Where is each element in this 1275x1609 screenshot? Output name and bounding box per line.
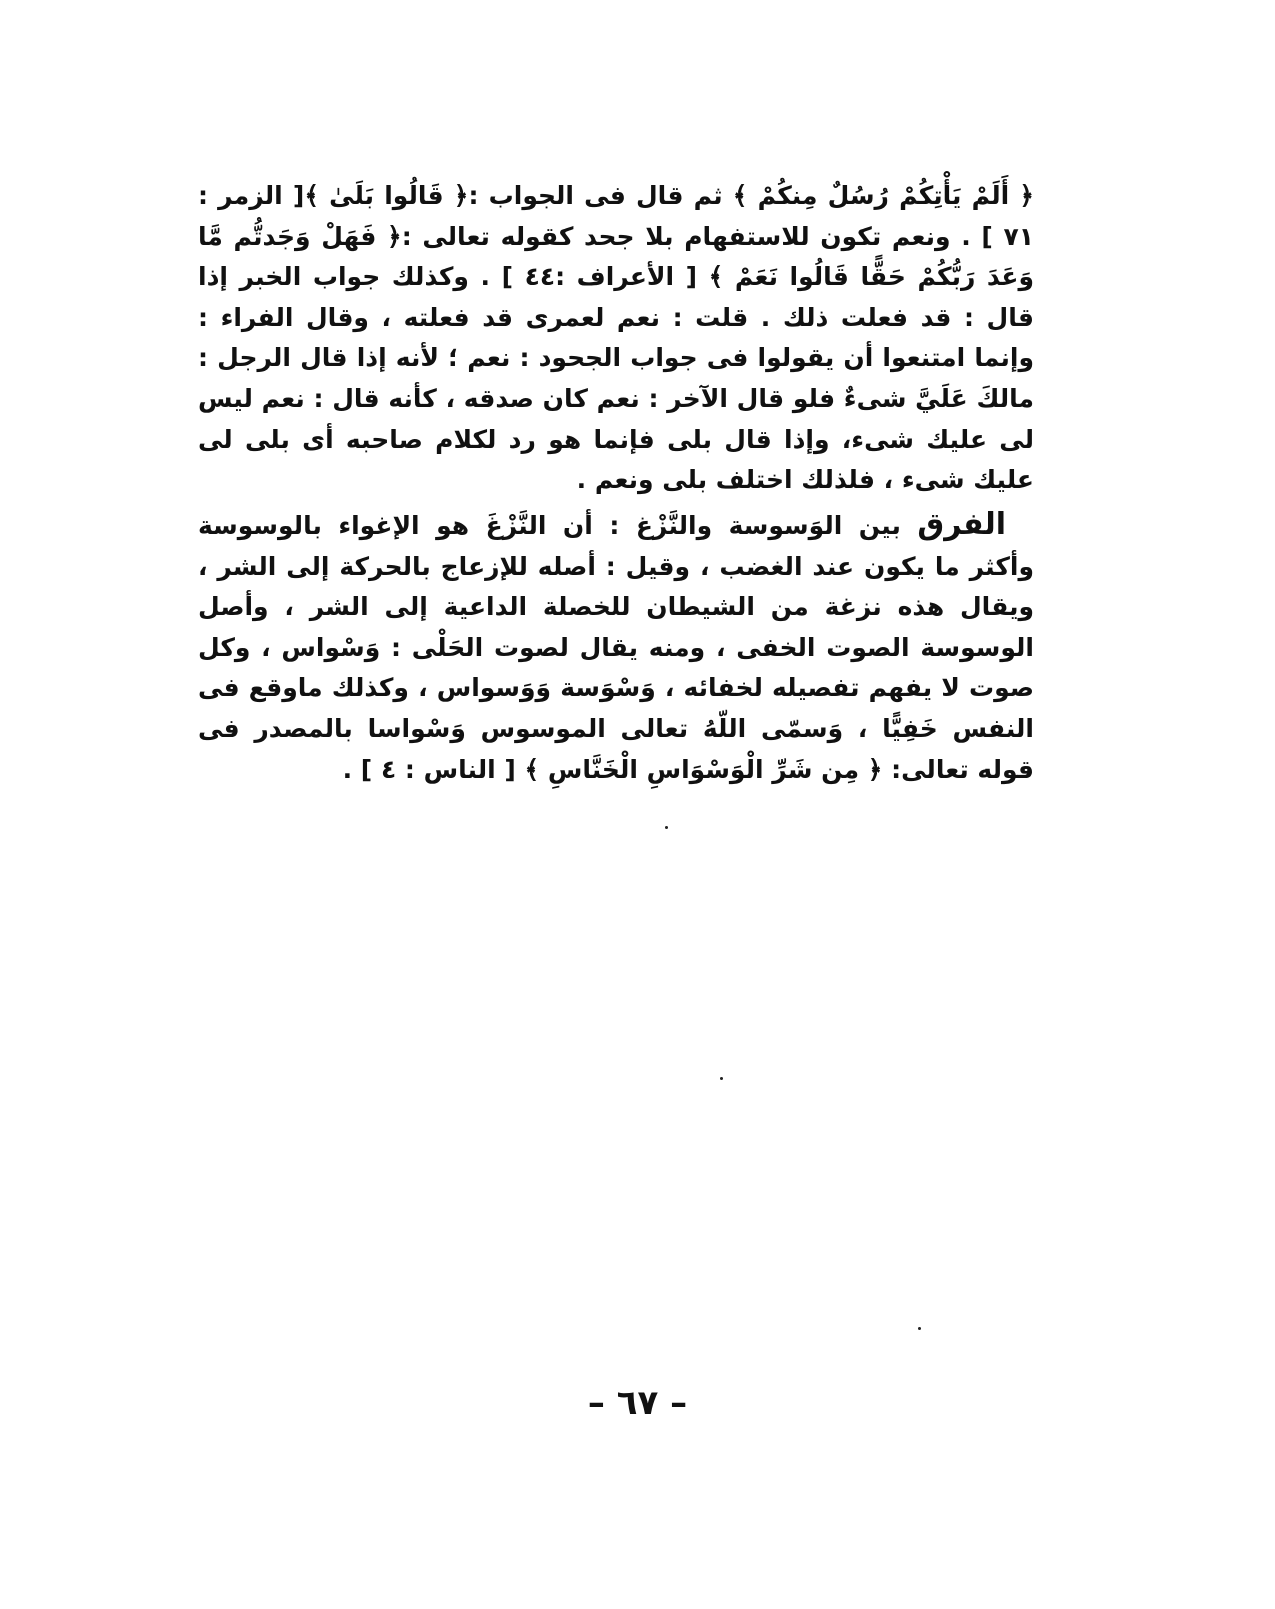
paragraph-2 bbox=[198, 505, 1034, 790]
scan-speck bbox=[665, 826, 668, 829]
paragraph-2-heading: الفرق bbox=[917, 507, 1006, 542]
paragraph-1 bbox=[198, 176, 1034, 501]
paragraph-2-body bbox=[198, 505, 1034, 790]
paragraph-2-text: بين الوَسوسة والنَّزْغ : أن النَّزْغَ هو الإغواء بالوسوسة وأكثر ما يكون عند الغضب ، وقيل : أصله للإزعاج بالحركة إلى الشر ، ويقال هذه نزغة من الشيطان للخصلة الداعية إلى الشر ، وأصل الوسوسة الصوت الخفى ، ومنه يقال لصوت الحَلْى : وَسْواس ، وكل صوت لا يفهم تفصيله لخفائه ، وَسْوَسة وَوَسواس ، وكذلك ماوقع فى النفس خَفِيًّا ، وَسمّى اللّهُ تعالى الموسوس وَسْواسا بالمصدر فى قوله تعالى: ﴿ مِن شَرِّ الْوَسْوَاسِ الْخَنَّاسِ ﴾ [ الناس : ٤ ] . bbox=[198, 511, 1034, 784]
scan-speck bbox=[720, 1077, 723, 1080]
scan-speck bbox=[918, 1327, 921, 1330]
paragraph-1-text: ﴿ أَلَمْ يَأْتِكُمْ رُسُلٌ مِنكُمْ ﴾ ثم قال فى الجواب :﴿ قَالُوا بَلَىٰ ﴾[ الزمر : ٧١ ] . ونعم تكون للاستفهام بلا جحد كقوله تعالى :﴿ فَهَلْ وَجَدتُّم مَّا وَعَدَ رَبُّكُمْ حَقًّا قَالُوا نَعَمْ ﴾ [ الأعراف :٤٤ ] . وكذلك جواب الخبر إذا قال : قد فعلت ذلك . قلت : نعم لعمرى قد فعلته ، وقال الفراء : وإنما امتنعوا أن يقولوا فى جواب الجحود : نعم ؛ لأنه إذا قال الرجل : مالكَ عَلَيَّ شىءٌ فلو قال الآخر : نعم كان صدقه ، كأنه قال : نعم ليس لى عليك شىء، وإذا قال بلى فإنما هو رد لكلام صاحبه أى بلى لى عليك شىء ، فلذلك اختلف بلى ونعم . bbox=[198, 181, 1034, 495]
page-number: – ٦٧ – bbox=[587, 1383, 688, 1423]
